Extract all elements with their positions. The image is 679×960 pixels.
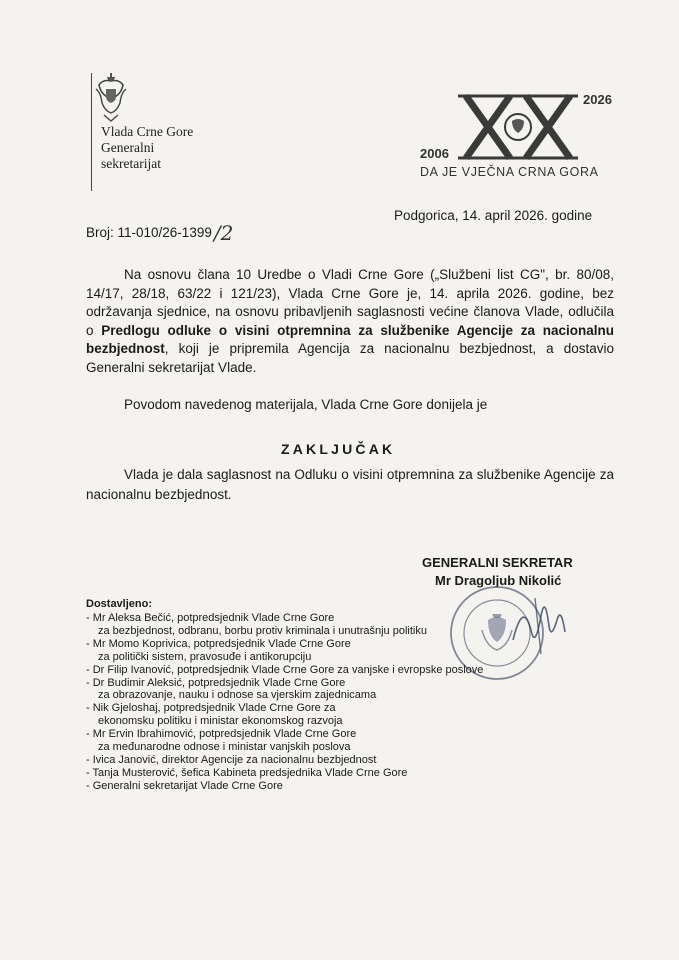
list-item-detail: za politički sistem, pravosuđe i antikorupciju — [98, 650, 312, 663]
logo-year-start: 2006 — [420, 146, 449, 161]
institution-line: sekretarijat — [101, 156, 161, 171]
list-item: - Mr Aleksa Bečić, potpredsjednik Vlade Crne Gore — [86, 612, 335, 624]
list-item-detail: ekonomsku politiku i ministar ekonomskog razvoja — [98, 715, 343, 728]
list-item-detail: za obrazovanje, nauku i odnose sa vjerskim zajednicama — [98, 689, 377, 702]
institution-line: Generalni — [101, 140, 155, 155]
document-number — [86, 221, 233, 245]
handwritten-suffix: /2 — [213, 221, 234, 245]
list-item: - Generalni sekretarijat Vlade Crne Gore — [86, 779, 283, 792]
list-item: - Mr Ervin Ibrahimović, potpredsjednik Vlade Crne Gore — [86, 728, 357, 741]
institution-line: Vlada Crne Gore — [101, 124, 194, 139]
body-paragraph — [86, 266, 614, 377]
list-item-detail: za bezbjednost, odbranu, borbu protiv kriminala i unutrašnju politiku — [98, 624, 427, 637]
list-item-detail: za međunarodne odnose i ministar vanjskih poslova — [98, 741, 351, 754]
anniversary-logo — [418, 88, 618, 188]
logo-year-end: 2026 — [583, 92, 612, 107]
paragraph-text: Na osnovu člana 10 Uredbe o Vladi Crne Gore („Službeni list CG", br. 80/08, 14/17, 28/18, 63/22 i 121/23), Vlada Crne Gore je, 14. aprila 2026. godine, bez održavanja sjednice, na osnovu pribavljenih saglasnosti većine članova Vlade, odlučila o — [86, 267, 614, 338]
paragraph-bold-text: Predlogu odluke o visini otpremnina za službenike Agencije za nacionalnu bezbjednost — [86, 322, 615, 356]
header-divider — [91, 73, 92, 191]
coat-of-arms-icon — [95, 73, 127, 123]
reference-number: Broj: 11-010/26-1399 — [86, 225, 212, 240]
list-item: - Dr Filip Ivanović, potpredsjednik Vlade Crne Gore za vanjske i evropske poslove — [86, 663, 484, 676]
list-item: - Ivica Janović, direktor Agencije za nacionalnu bezbjednost — [86, 753, 377, 766]
signatory-name: Mr Dragoljub Nikolić — [435, 573, 562, 588]
logo-motto: DA JE VJEČNA CRNA GORA — [420, 165, 599, 179]
list-item: - Tanja Musterović, šefica Kabineta predsjednika Vlade Crne Gore — [86, 766, 408, 779]
decision-text: Vlada je dala saglasnost na Odluku o visini otpremnina za službenike Agencije za nacionalnu bezbjednost. — [86, 467, 614, 502]
distribution-list — [86, 612, 526, 793]
list-item: - Nik Gjeloshaj, potpredsjednik Vlade Crne Gore za — [86, 702, 336, 715]
place-and-date: Podgorica, 14. april 2026. godine — [394, 208, 593, 223]
list-item: - Dr Budimir Aleksić, potpredsjednik Vlade Crne Gore — [86, 676, 346, 689]
conclusion-heading: ZAKLJUČAK — [281, 441, 396, 457]
distribution-label: Dostavljeno: — [86, 598, 153, 610]
signatory-title: GENERALNI SEKRETAR — [422, 555, 573, 570]
paragraph-text: , koji je pripremila Agencija za nacionalnu bezbjednost, a dostavio Generalni sekretarijat Vlade. — [86, 341, 614, 375]
decision-paragraph — [86, 465, 614, 505]
institution-name — [101, 124, 193, 172]
intro-line: Povodom navedenog materijala, Vlada Crne Gore donijela je — [124, 397, 488, 412]
list-item: - Mr Momo Koprivica, potpredsjednik Vlade Crne Gore — [86, 637, 351, 650]
